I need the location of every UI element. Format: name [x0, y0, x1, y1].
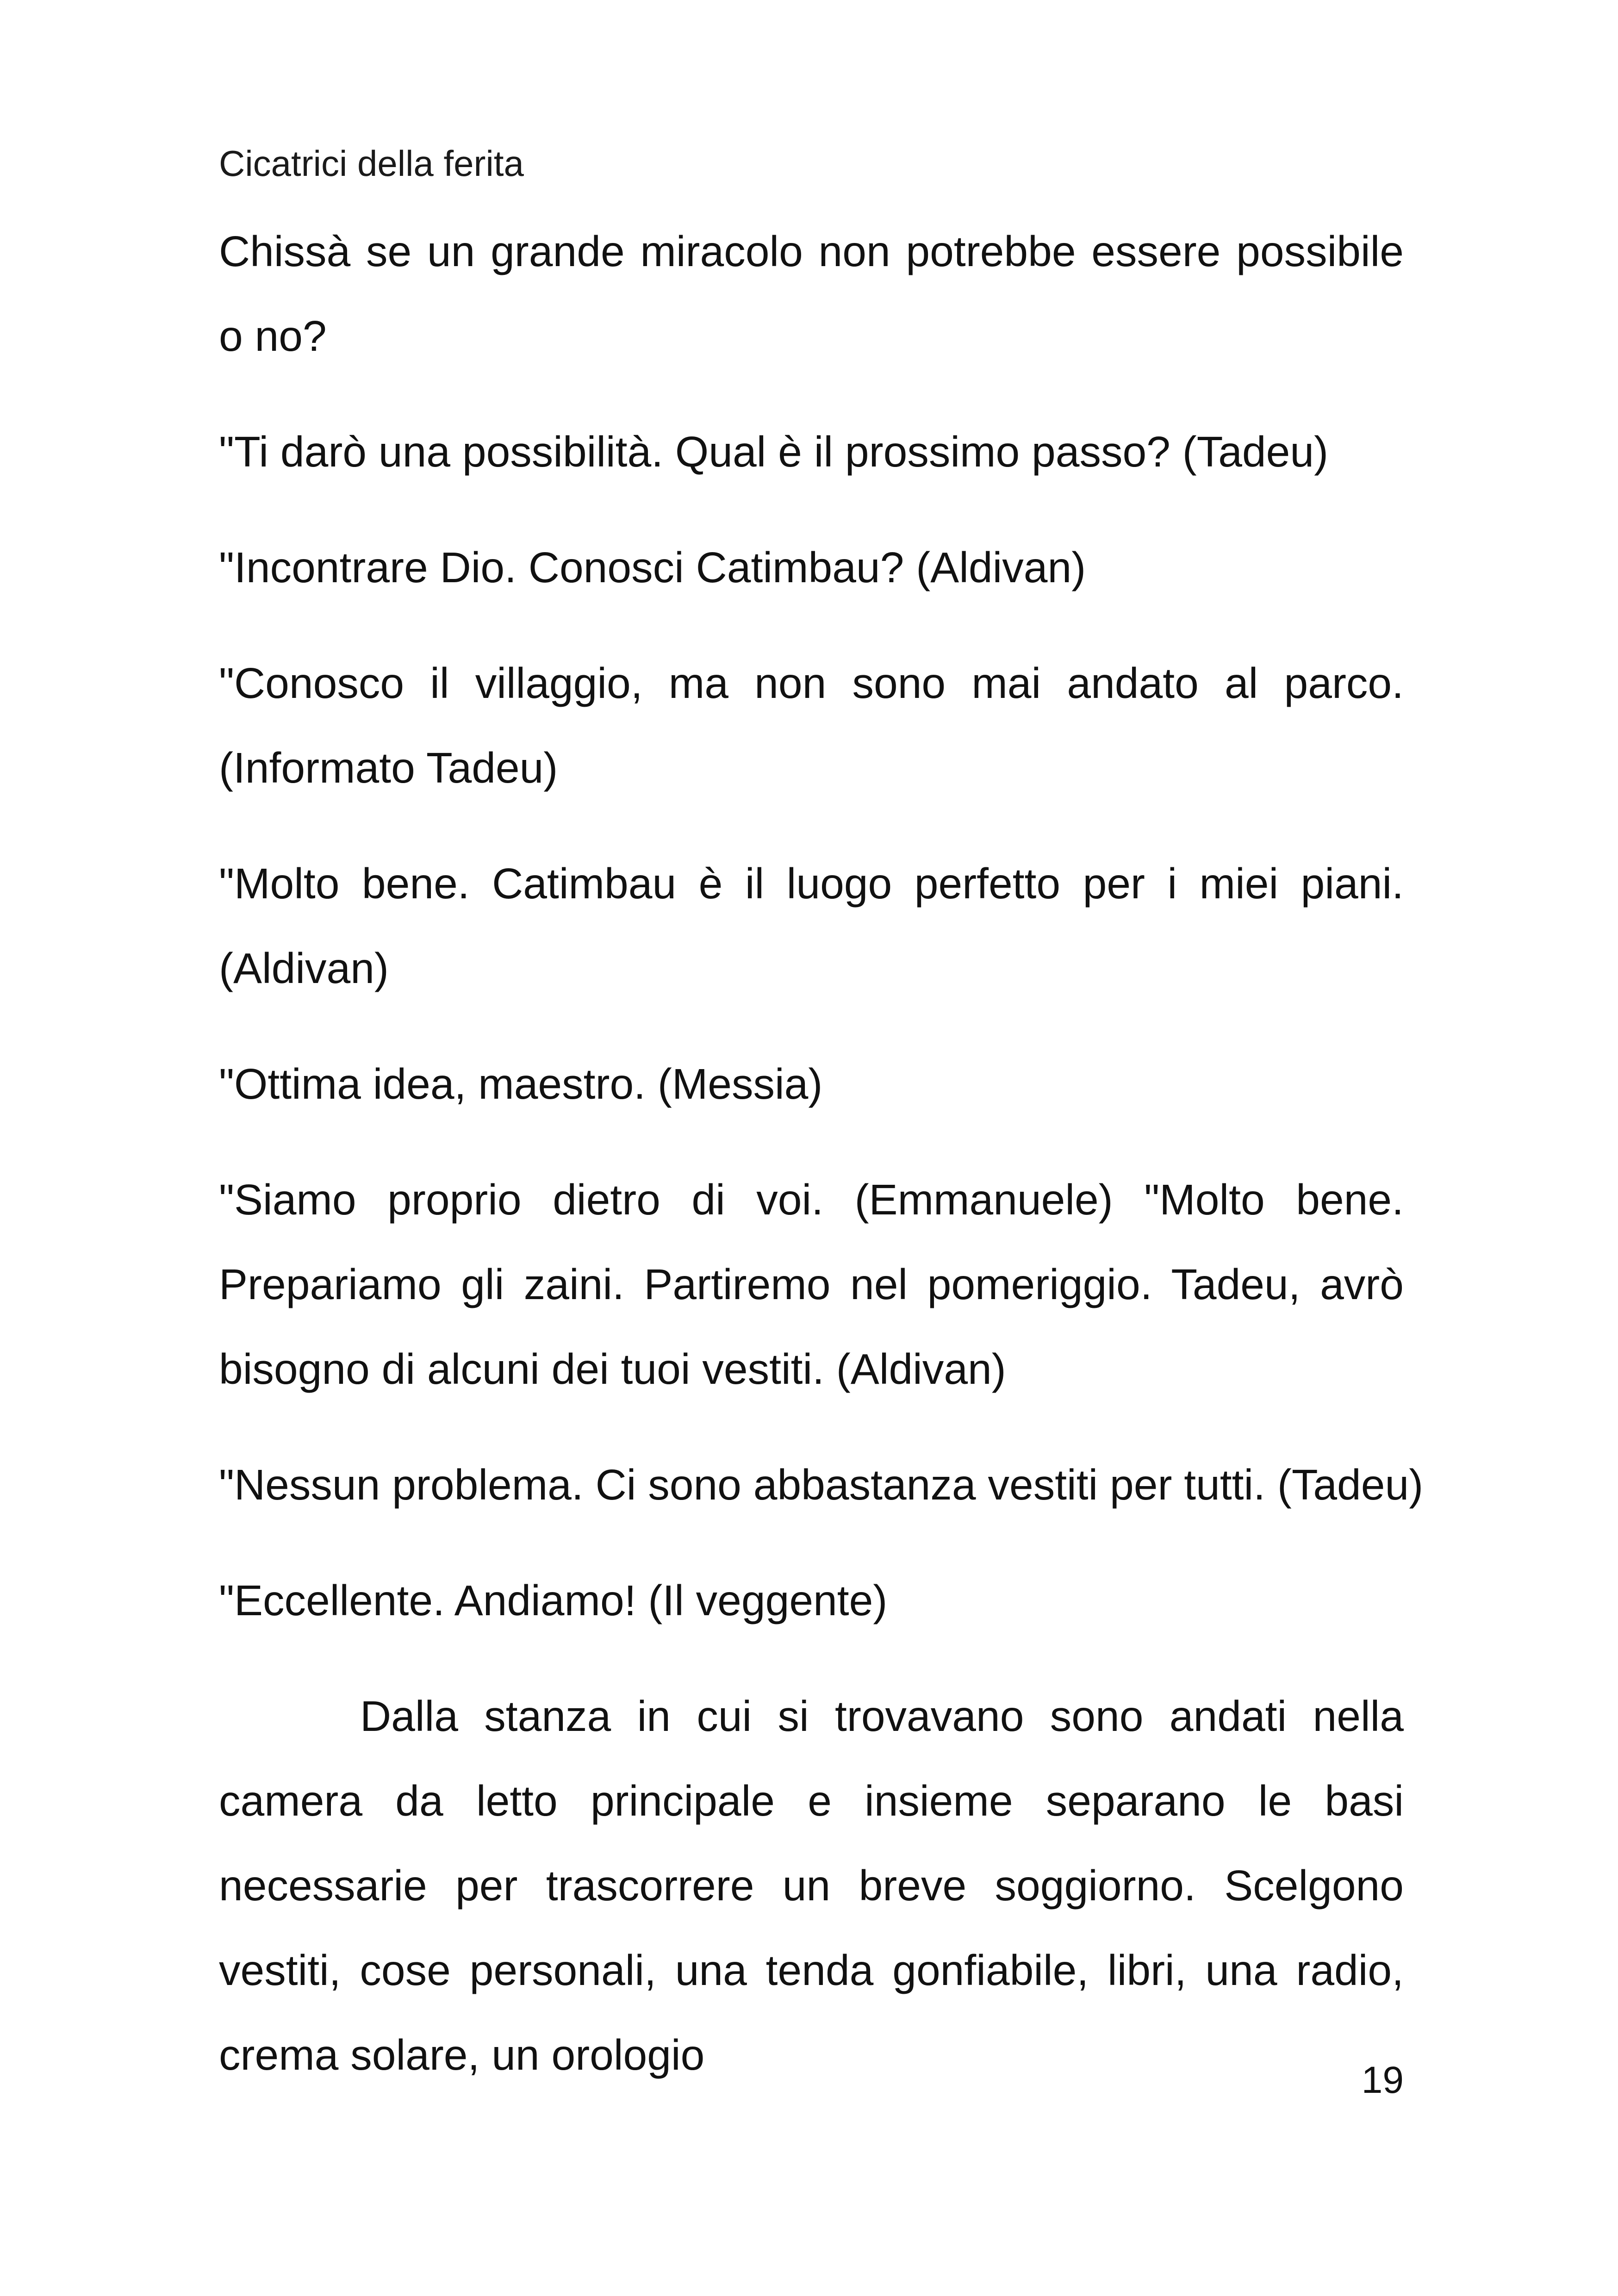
narrative-paragraph: Dalla stanza in cui si trovavano sono andati nella camera da letto principale e insieme separano le basi necessarie per trascorrere un breve soggiorno. Scelgono vestiti, cose personali, una tenda gonfiabile, libri, una radio, crema solare, un orologio [219, 1692, 1404, 2079]
page-number: 19 [1361, 2059, 1404, 2101]
dialogue-line: "Eccellente. Andiamo! (Il veggente) [219, 1576, 888, 1624]
paragraph: Chissà se un grande miracolo non potrebbe essere possibile o no? [219, 227, 1404, 360]
dialogue-line: "Siamo proprio dietro di voi. (Emmanuele) "Molto bene. Prepariamo gli zaini. Partiremo nel pomeriggio. Tadeu, avrò bisogno di alcuni dei tuoi vestiti. (Aldivan) [219, 1176, 1404, 1393]
dialogue-line: "Incontrare Dio. Conosci Catimbau? (Aldivan) [219, 543, 1086, 591]
dialogue-line: "Ottima idea, maestro. (Messia) [219, 1060, 823, 1108]
body-text [219, 209, 1424, 2128]
running-header: Cicatrici della ferita [219, 143, 524, 184]
dialogue-line: "Ti darò una possibilità. Qual è il prossimo passo? (Tadeu) [219, 428, 1329, 476]
dialogue-line: "Nessun problema. Ci sono abbastanza vestiti per tutti. (Tadeu) [219, 1461, 1424, 1509]
dialogue-line: "Molto bene. Catimbau è il luogo perfetto per i miei piani. (Aldivan) [219, 859, 1404, 992]
dialogue-line: "Conosco il villaggio, ma non sono mai andato al parco. (Informato Tadeu) [219, 659, 1404, 792]
